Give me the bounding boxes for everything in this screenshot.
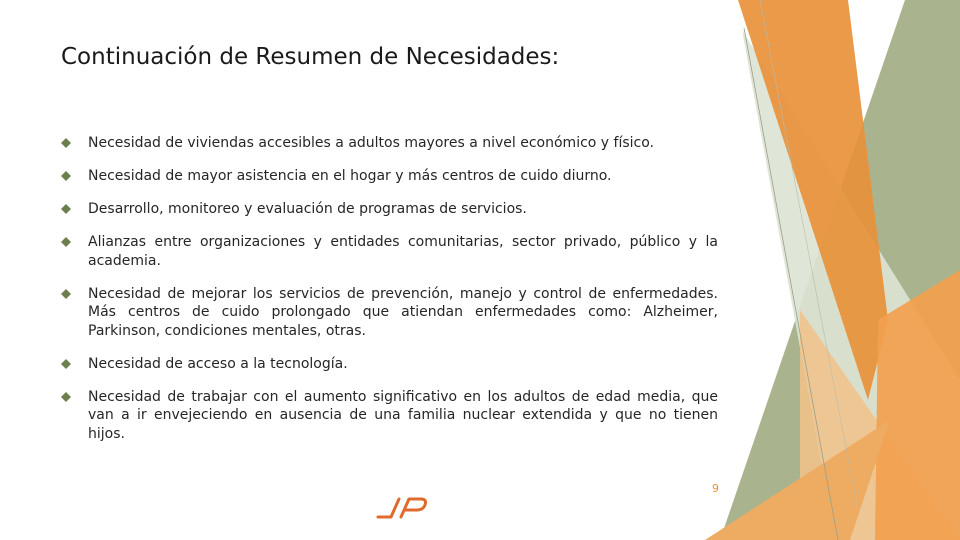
diamond-bullet-icon bbox=[61, 171, 71, 181]
bullet-text: Desarrollo, monitoreo y evaluación de programas de servicios. bbox=[88, 201, 527, 217]
slide-title: Continuación de Resumen de Necesidades: bbox=[61, 44, 560, 70]
diamond-bullet-icon bbox=[61, 138, 71, 148]
diamond-bullet-icon bbox=[61, 204, 71, 214]
bullet-text: Necesidad de acceso a la tecnología. bbox=[88, 355, 348, 372]
bullet-text: Necesidad de viviendas accesibles a adultos mayores a nivel económico y físico. bbox=[88, 135, 655, 151]
bullet-item bbox=[60, 355, 718, 374]
bullet-list bbox=[60, 134, 718, 458]
bullet-item bbox=[60, 285, 718, 341]
bullet-text: Necesidad de trabajar con el aumento significativo en los adultos de edad media, que van a ir envejeciendo en ausencia de una familia nuclear extendida y que no tienen hijos. bbox=[88, 388, 718, 442]
bullet-item bbox=[60, 134, 718, 153]
bullet-text: Necesidad de mayor asistencia en el hogar y más centros de cuido diurno. bbox=[88, 168, 612, 184]
bullet-text: Necesidad de mejorar los servicios de prevención, manejo y control de enfermedades. Más centros de cuido prolongado que atiendan enfermedades como: Alzheimer, Parkinson, condiciones mentales, otras. bbox=[88, 285, 718, 339]
bullet-item bbox=[60, 233, 718, 270]
diamond-bullet-icon bbox=[61, 237, 71, 247]
diamond-bullet-icon bbox=[61, 359, 71, 369]
page-number: 9 bbox=[712, 482, 719, 495]
bullet-item bbox=[60, 388, 718, 444]
jp-logo-icon bbox=[375, 495, 429, 519]
diamond-bullet-icon bbox=[61, 289, 71, 299]
diamond-bullet-icon bbox=[61, 392, 71, 402]
bullet-text: Alianzas entre organizaciones y entidades comunitarias, sector privado, público y la academia. bbox=[88, 234, 718, 269]
bullet-item bbox=[60, 167, 718, 186]
bullet-item bbox=[60, 200, 718, 219]
